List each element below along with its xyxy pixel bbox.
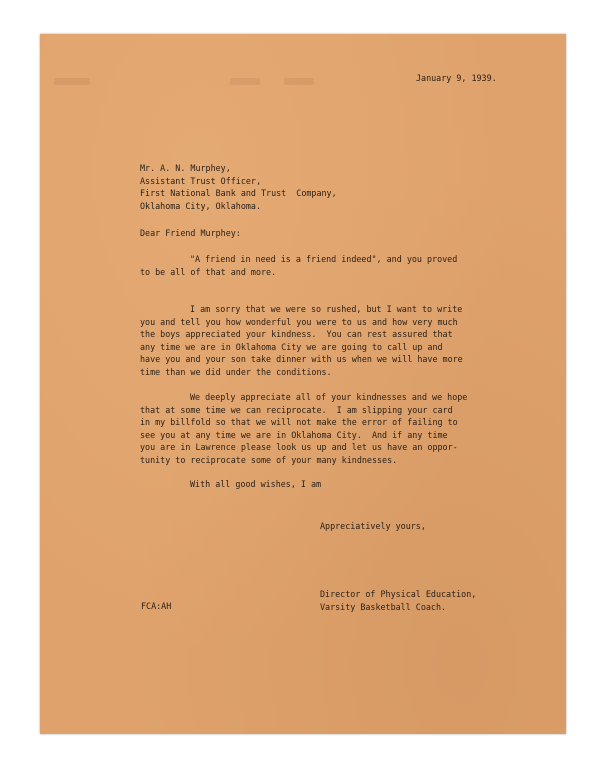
complimentary-closing: Appreciatively yours, (320, 521, 426, 531)
paragraph-line: to be all of that and more. (140, 266, 277, 277)
paragraph-line: have you and your son take dinner with us when we will have more (140, 354, 463, 365)
paragraph-line: the boys appreciated your kindness. You can rest assured that (140, 329, 453, 340)
bleed-through-mark (54, 78, 90, 85)
reference-initials: FCA:AH (141, 601, 172, 611)
paragraph-line: tunity to reciprocate some of your many kindnesses. (140, 455, 398, 465)
recipient-company: First National Bank and Trust Company, (140, 188, 337, 199)
paragraph-line: you are in Lawrence please look us up and let us have an oppor- (140, 442, 458, 453)
bleed-through-mark (284, 78, 314, 85)
letter-page (40, 34, 566, 734)
paragraph-line: you and tell you how wonderful you were to us and how very much (140, 316, 458, 327)
recipient-city: Oklahoma City, Oklahoma. (140, 200, 262, 211)
recipient-title: Assistant Trust Officer, (140, 175, 262, 186)
paragraph-line: time than we did under the conditions. (140, 367, 332, 377)
paragraph-line: I am sorry that we were so rushed, but I want to write (190, 304, 463, 314)
signature-title: Varsity Basketball Coach. (320, 601, 447, 612)
salutation: Dear Friend Murphey: (140, 228, 241, 238)
letter-date: January 9, 1939. (416, 73, 497, 83)
paragraph-line: We deeply appreciate all of your kindnesses and we hope (190, 392, 468, 402)
paragraph-line: any time we are in Oklahoma City we are going to call up and (140, 341, 443, 352)
recipient-name: Mr. A. N. Murphey, (140, 163, 231, 173)
paragraph-line: that at some time we can reciprocate. I am slipping your card (140, 404, 453, 415)
paragraph-line: "A friend in need is a friend indeed", and you proved (190, 254, 458, 264)
good-wishes-line: With all good wishes, I am (190, 479, 322, 489)
bleed-through-mark (230, 78, 260, 85)
signature-title: Director of Physical Education, (320, 589, 477, 599)
paragraph-line: see you at any time we are in Oklahoma City. And if any time (140, 429, 448, 440)
paragraph-line: in my billfold so that we will not make the error of failing to (140, 417, 458, 428)
